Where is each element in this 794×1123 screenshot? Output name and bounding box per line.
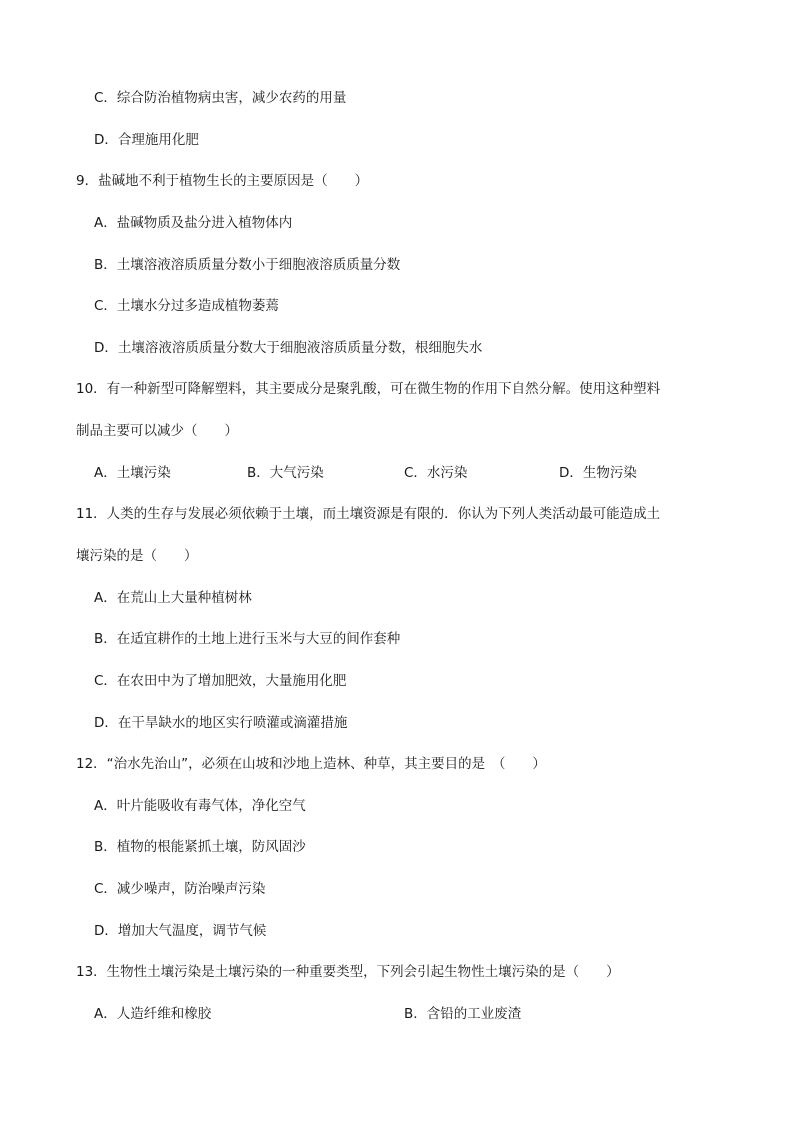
q9-option-a: A．盐碱物质及盐分进入植物体内	[94, 215, 293, 231]
q11-stem-line2: 壤污染的是（ ）	[76, 548, 198, 564]
q9-option-b: B．土壤溶液溶质质量分数小于细胞液溶质质量分数	[94, 257, 401, 273]
q9-stem: 9．盐碱地不利于植物生长的主要原因是（ ）	[76, 173, 369, 189]
q12-option-c: C．减少噪声，防治噪声污染	[94, 881, 266, 897]
q11-option-a: A．在荒山上大量种植树林	[94, 590, 252, 606]
q12-option-a: A．叶片能吸收有毒气体，净化空气	[94, 798, 306, 814]
q12-option-d: D．增加大气温度，调节气候	[94, 923, 267, 939]
q10-stem-line2: 制品主要可以减少（ ）	[76, 423, 238, 439]
q10-option-c: C．水污染	[404, 465, 468, 481]
q13-option-a: A．人造纤维和橡胶	[94, 1006, 212, 1022]
q13-option-b: B．含铅的工业废渣	[404, 1006, 522, 1022]
q11-option-b: B．在适宜耕作的土地上进行玉米与大豆的间作套种	[94, 631, 401, 647]
q10-option-a: A．土壤污染	[94, 465, 171, 481]
q11-option-d: D．在干旱缺水的地区实行喷灌或滴灌措施	[94, 715, 348, 731]
q9-option-d: D．土壤溶液溶质质量分数大于细胞液溶质质量分数，根细胞失水	[94, 340, 483, 356]
q11-stem-line1: 11．人类的生存与发展必须依赖于土壤，而土壤资源是有限的．你认为下列人类活动最可能造成土	[76, 506, 661, 522]
q11-option-c: C．在农田中为了增加肥效，大量施用化肥	[94, 673, 347, 689]
q10-option-b: B．大气污染	[247, 465, 324, 481]
q12-stem: 12．“治水先治山”，必须在山坡和沙地上造林、种草，其主要目的是 （ ）	[76, 756, 546, 772]
q10-stem-line1: 10．有一种新型可降解塑料，其主要成分是聚乳酸，可在微生物的作用下自然分解。使用这种塑料	[76, 381, 661, 397]
q9-option-c: C．土壤水分过多造成植物萎蔫	[94, 298, 279, 314]
q8-option-c: C．综合防治植物病虫害，减少农药的用量	[94, 90, 347, 106]
q8-option-d: D．合理施用化肥	[94, 132, 199, 148]
q13-stem: 13．生物性土壤污染是土壤污染的一种重要类型，下列会引起生物性土壤污染的是（ ）	[76, 964, 620, 980]
q12-option-b: B．植物的根能紧抓土壤，防风固沙	[94, 839, 306, 855]
q10-option-d: D．生物污染	[559, 465, 637, 481]
